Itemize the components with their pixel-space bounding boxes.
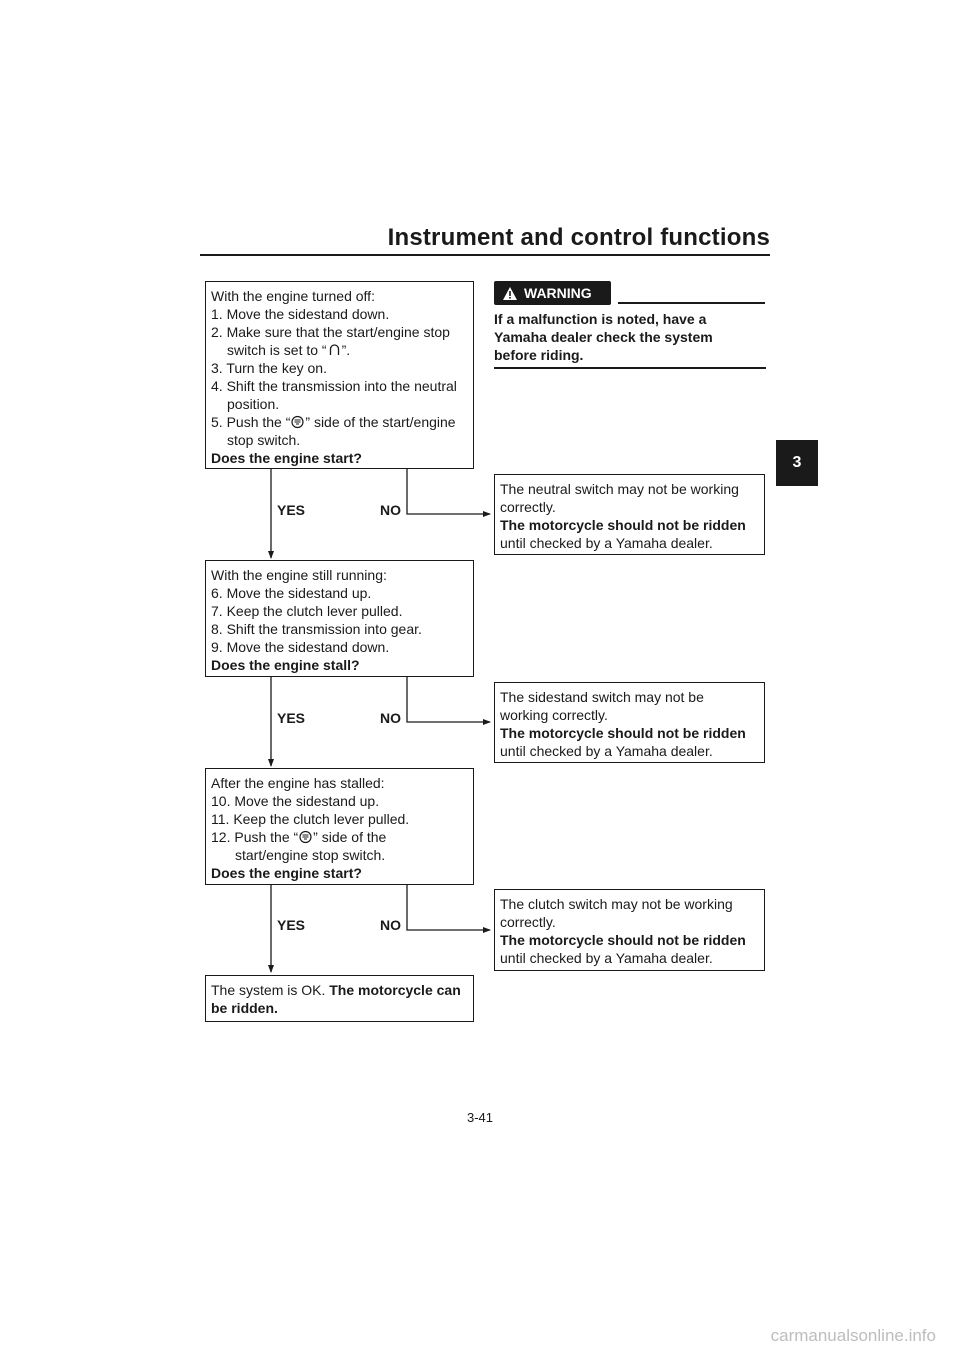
start-switch-icon [290, 415, 305, 429]
fault3-line: correctly. [500, 914, 556, 930]
fault1-line: correctly. [500, 499, 556, 515]
yes-label-3: YES [277, 917, 306, 933]
step3-line: 11. Keep the clutch lever pulled. [211, 811, 410, 827]
result-ok-box [205, 975, 474, 1022]
result-ok-text: The system is OK. [211, 982, 330, 998]
step2-line: With the engine still running: [211, 567, 387, 583]
warning-line: If a malfunction is noted, have a [494, 311, 707, 327]
no-label-2: NO [380, 710, 401, 726]
run-symbol-icon [327, 343, 342, 357]
fault2-tail: until checked by a Yamaha dealer. [500, 743, 713, 759]
fault1-box [494, 474, 765, 555]
start-switch-icon [298, 830, 313, 844]
step1-line-push: 5. Push the “ ” side of the start/engine [211, 414, 456, 430]
page-number: 3-41 [466, 1110, 494, 1125]
step1-line: position. [227, 396, 280, 412]
step2-question: Does the engine stall? [211, 657, 360, 673]
warning-label: WARNING [524, 285, 592, 301]
fault3-box [494, 889, 765, 971]
step3-line-push: 12. Push the “ ” side of the [211, 829, 387, 845]
step1-line: With the engine turned off: [211, 288, 375, 304]
fault1-tail: until checked by a Yamaha dealer. [500, 535, 713, 551]
fault2-line: The sidestand switch may not be [500, 689, 704, 705]
fault1-warning: The motorcycle should not be ridden [500, 517, 746, 533]
step2-line: 7. Keep the clutch lever pulled. [211, 603, 403, 619]
fault1-line: The neutral switch may not be working [500, 481, 739, 497]
yes-label-2: YES [277, 710, 306, 726]
fault2-warning: The motorcycle should not be ridden [500, 725, 746, 741]
chapter-tab: 3 [776, 440, 818, 486]
page-title: Instrument and control functions [387, 224, 770, 251]
step2-box [205, 560, 474, 677]
fault3-warning: The motorcycle should not be ridden [500, 932, 746, 948]
step1-question: Does the engine start? [211, 450, 362, 466]
warning-badge [494, 281, 611, 305]
yes-label-1: YES [277, 502, 306, 518]
step1-line: stop switch. [227, 432, 301, 448]
step1-line: 2. Make sure that the start/engine stop [211, 324, 450, 340]
no-label-1: NO [380, 502, 401, 518]
step2-line: 8. Shift the transmission into gear. [211, 621, 422, 637]
result-ok-bold: The motorcycle can be ridden. [211, 982, 461, 1016]
no-connector-1 [407, 469, 490, 514]
no-label-3: NO [380, 917, 401, 933]
step2-line: 6. Move the sidestand up. [211, 585, 372, 601]
fault3-line: The clutch switch may not be working [500, 896, 733, 912]
step1-box [205, 281, 474, 469]
fault2-line: working correctly. [500, 707, 608, 723]
warning-triangle-icon [502, 286, 518, 301]
step3-line: 10. Move the sidestand up. [211, 793, 380, 809]
watermark: carmanualsonline.info [770, 1326, 936, 1345]
step2-line: 9. Move the sidestand down. [211, 639, 390, 655]
no-connector-3 [407, 884, 490, 930]
fault2-box [494, 682, 765, 763]
step3-question: Does the engine start? [211, 865, 362, 881]
warning-line: Yamaha dealer check the system [494, 329, 713, 345]
no-connector-2 [407, 677, 490, 722]
step3-line: start/engine stop switch. [235, 847, 386, 863]
warning-rule-bottom [494, 367, 766, 369]
warning-rule-top [618, 302, 765, 304]
warning-line: before riding. [494, 347, 584, 363]
step1-line: 3. Turn the key on. [211, 360, 327, 376]
step1-line: 1. Move the sidestand down. [211, 306, 390, 322]
step3-line: After the engine has stalled: [211, 775, 385, 791]
step1-line: 4. Shift the transmission into the neutral [211, 378, 457, 394]
step3-box [205, 768, 474, 885]
step1-line-switch-run: switch is set to “ ”. [227, 342, 351, 358]
fault3-tail: until checked by a Yamaha dealer. [500, 950, 713, 966]
warning-text [494, 310, 766, 364]
